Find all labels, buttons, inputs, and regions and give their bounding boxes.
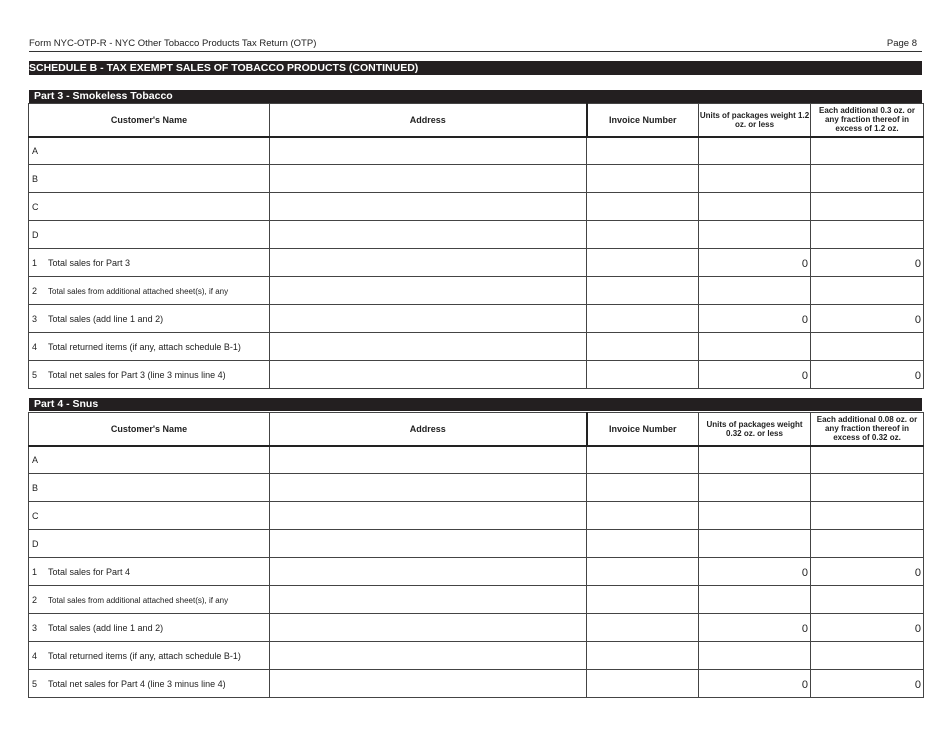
col-customer-name: Customer's Name — [29, 413, 270, 446]
address-field[interactable] — [270, 502, 587, 530]
total-line-row — [29, 642, 924, 670]
part3-title: Part 3 - Smokeless Tobacco — [29, 90, 922, 103]
units-field[interactable] — [699, 221, 811, 249]
table-row — [29, 530, 924, 558]
table-row — [29, 221, 924, 249]
col-invoice-number: Invoice Number — [587, 104, 699, 137]
additional-field[interactable] — [811, 474, 924, 502]
invoice-number-field[interactable] — [587, 446, 699, 474]
line-text: Total sales (add line 1 and 2) — [48, 313, 164, 324]
col-customer-name: Customer's Name — [29, 104, 270, 137]
invoice-number-field[interactable] — [587, 530, 699, 558]
line-label — [29, 249, 270, 277]
units-amount[interactable]: 0 — [699, 361, 811, 389]
col-additional: Each additional 0.3 oz. or any fraction thereof in excess of 1.2 oz. — [811, 104, 924, 137]
row-label: B — [32, 482, 39, 493]
invoice-number-field — [587, 670, 699, 698]
customer-name-field[interactable] — [29, 137, 270, 165]
additional-field[interactable] — [811, 530, 924, 558]
invoice-number-field[interactable] — [587, 502, 699, 530]
address-field — [270, 614, 587, 642]
additional-amount[interactable]: 0 — [811, 249, 924, 277]
line-number: 3 — [32, 313, 38, 324]
row-label: D — [32, 538, 39, 549]
table-row — [29, 474, 924, 502]
customer-name-field[interactable] — [29, 165, 270, 193]
units-amount[interactable]: 0 — [699, 614, 811, 642]
line-label — [29, 642, 270, 670]
units-amount[interactable]: 0 — [699, 305, 811, 333]
address-field — [270, 249, 587, 277]
address-field — [270, 305, 587, 333]
additional-amount[interactable]: 0 — [811, 361, 924, 389]
additional-field[interactable] — [811, 221, 924, 249]
line-number: 1 — [32, 566, 38, 577]
address-field — [270, 333, 587, 361]
units-amount[interactable]: 0 — [699, 249, 811, 277]
table-row — [29, 193, 924, 221]
line-label — [29, 558, 270, 586]
units-amount[interactable]: 0 — [699, 670, 811, 698]
schedule-title: SCHEDULE B - TAX EXEMPT SALES OF TOBACCO PRODUCTS (CONTINUED) — [29, 61, 922, 75]
total-line-row — [29, 305, 924, 333]
line-text: Total sales for Part 4 — [48, 566, 131, 577]
line-label — [29, 586, 270, 614]
line-text: Total returned items (if any, attach schedule B-1) — [48, 650, 241, 661]
address-field[interactable] — [270, 530, 587, 558]
address-field[interactable] — [270, 193, 587, 221]
additional-amount[interactable]: 0 — [811, 305, 924, 333]
line-number: 1 — [32, 257, 38, 268]
units-field[interactable] — [699, 137, 811, 165]
page-header — [29, 37, 922, 52]
total-line-row — [29, 249, 924, 277]
invoice-number-field[interactable] — [587, 221, 699, 249]
additional-field[interactable] — [811, 165, 924, 193]
row-label: C — [32, 201, 39, 212]
address-field — [270, 642, 587, 670]
total-line-row — [29, 586, 924, 614]
customer-name-field[interactable] — [29, 193, 270, 221]
address-field — [270, 277, 587, 305]
line-text: Total returned items (if any, attach schedule B-1) — [48, 341, 241, 352]
total-line-row — [29, 277, 924, 305]
additional-amount[interactable]: 0 — [811, 558, 924, 586]
invoice-number-field — [587, 249, 699, 277]
line-label — [29, 670, 270, 698]
part4-title: Part 4 - Snus — [29, 398, 922, 411]
units-field[interactable] — [699, 165, 811, 193]
invoice-number-field — [587, 277, 699, 305]
line-label — [29, 277, 270, 305]
row-label: D — [32, 229, 39, 240]
additional-amount[interactable] — [811, 333, 924, 361]
page-number: Page 8 — [886, 38, 917, 49]
line-text: Total net sales for Part 4 (line 3 minus line 4) — [48, 678, 226, 689]
col-units: Units of packages weight 1.2 oz. or less — [699, 104, 811, 137]
units-field[interactable] — [699, 502, 811, 530]
col-invoice-number: Invoice Number — [587, 413, 699, 446]
address-field — [270, 586, 587, 614]
line-number: 5 — [32, 678, 38, 689]
row-label: B — [32, 173, 39, 184]
line-number: 4 — [32, 650, 38, 661]
line-number: 2 — [32, 285, 38, 296]
total-line-row — [29, 614, 924, 642]
additional-amount[interactable]: 0 — [811, 614, 924, 642]
address-field — [270, 361, 587, 389]
invoice-number-field[interactable] — [587, 165, 699, 193]
part4-table — [28, 412, 924, 698]
units-field[interactable] — [699, 446, 811, 474]
line-text: Total net sales for Part 3 (line 3 minus line 4) — [48, 369, 226, 380]
additional-field[interactable] — [811, 193, 924, 221]
invoice-number-field — [587, 305, 699, 333]
line-number: 4 — [32, 341, 38, 352]
address-field[interactable] — [270, 446, 587, 474]
part3-table — [28, 103, 924, 389]
address-field[interactable] — [270, 165, 587, 193]
units-amount[interactable] — [699, 333, 811, 361]
line-text: Total sales from additional attached sheet(s), if any — [48, 286, 229, 296]
additional-amount[interactable] — [811, 586, 924, 614]
address-field — [270, 558, 587, 586]
additional-field[interactable] — [811, 446, 924, 474]
line-text: Total sales for Part 3 — [48, 257, 131, 268]
units-field[interactable] — [699, 193, 811, 221]
customer-name-field[interactable] — [29, 530, 270, 558]
col-address: Address — [270, 104, 587, 137]
invoice-number-field — [587, 361, 699, 389]
invoice-number-field — [587, 586, 699, 614]
units-field[interactable] — [699, 474, 811, 502]
address-field[interactable] — [270, 137, 587, 165]
additional-amount[interactable] — [811, 642, 924, 670]
customer-name-field[interactable] — [29, 474, 270, 502]
address-field — [270, 670, 587, 698]
line-label — [29, 361, 270, 389]
customer-name-field[interactable] — [29, 221, 270, 249]
units-amount[interactable] — [699, 642, 811, 670]
address-field[interactable] — [270, 221, 587, 249]
invoice-number-field — [587, 558, 699, 586]
table-row — [29, 446, 924, 474]
address-field[interactable] — [270, 474, 587, 502]
line-number: 3 — [32, 622, 38, 633]
invoice-number-field[interactable] — [587, 474, 699, 502]
units-amount[interactable]: 0 — [699, 558, 811, 586]
line-label — [29, 305, 270, 333]
total-line-row — [29, 558, 924, 586]
line-number: 5 — [32, 369, 38, 380]
table-row — [29, 165, 924, 193]
col-address: Address — [270, 413, 587, 446]
customer-name-field[interactable] — [29, 446, 270, 474]
row-label: A — [32, 454, 39, 465]
invoice-number-field[interactable] — [587, 193, 699, 221]
line-text: Total sales (add line 1 and 2) — [48, 622, 164, 633]
line-number: 2 — [32, 594, 38, 605]
total-line-row — [29, 333, 924, 361]
invoice-number-field — [587, 614, 699, 642]
row-label: C — [32, 510, 39, 521]
invoice-number-field — [587, 333, 699, 361]
invoice-number-field — [587, 642, 699, 670]
line-label — [29, 333, 270, 361]
units-amount[interactable] — [699, 586, 811, 614]
total-line-row — [29, 670, 924, 698]
total-line-row — [29, 361, 924, 389]
additional-amount[interactable] — [811, 277, 924, 305]
customer-name-field[interactable] — [29, 502, 270, 530]
form-title: Form NYC-OTP-R - NYC Other Tobacco Products Tax Return (OTP) — [29, 38, 317, 49]
row-label: A — [32, 145, 39, 156]
col-additional: Each additional 0.08 oz. or any fraction thereof in excess of 0.32 oz. — [811, 413, 924, 446]
col-units: Units of packages weight 0.32 oz. or less — [699, 413, 811, 446]
line-label — [29, 614, 270, 642]
units-field[interactable] — [699, 530, 811, 558]
units-amount[interactable] — [699, 277, 811, 305]
table-row — [29, 137, 924, 165]
table-row — [29, 502, 924, 530]
line-text: Total sales from additional attached sheet(s), if any — [48, 595, 229, 605]
additional-field[interactable] — [811, 137, 924, 165]
additional-amount[interactable]: 0 — [811, 670, 924, 698]
invoice-number-field[interactable] — [587, 137, 699, 165]
additional-field[interactable] — [811, 502, 924, 530]
